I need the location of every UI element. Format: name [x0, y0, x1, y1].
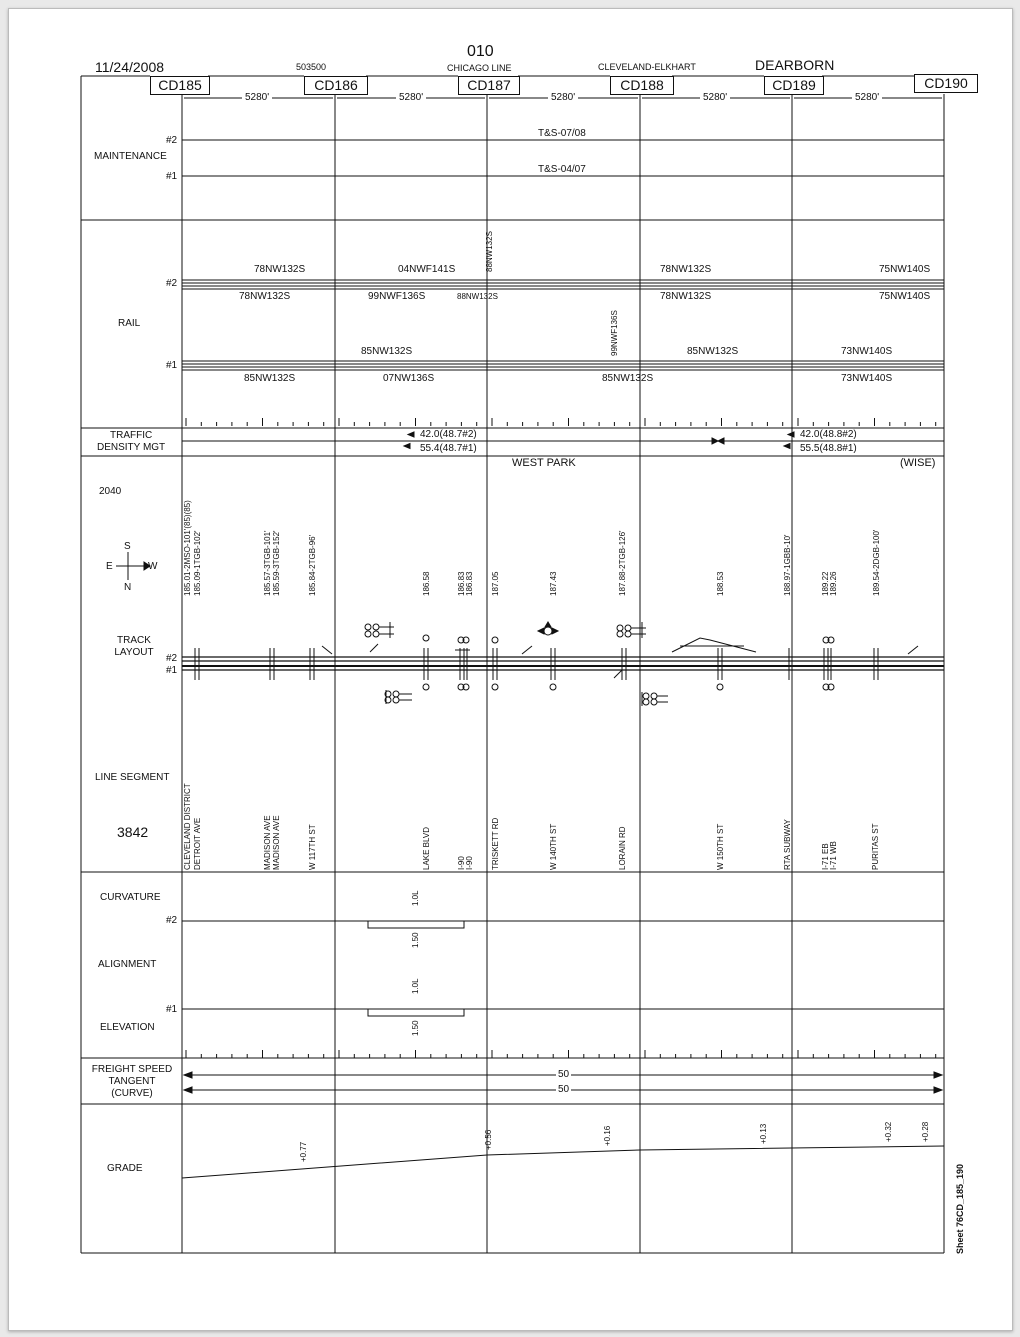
- rail-spec-vertical: 88NW132S: [485, 231, 494, 272]
- sheet-id: Sheet 76CD_185_190: [955, 1163, 965, 1254]
- mp-feature-label: 189.54-2DGB-100': [872, 529, 881, 596]
- milepost-box: CD190: [914, 74, 978, 93]
- station-label: (WISE): [900, 457, 936, 469]
- division-name: CLEVELAND-ELKHART: [598, 62, 696, 72]
- station-label: WEST PARK: [512, 457, 576, 469]
- street-label: PURITAS ST: [871, 823, 880, 870]
- maintenance-entry: T&S-07/08: [538, 128, 586, 139]
- speed-label-3: (CURVE): [111, 1088, 153, 1099]
- traffic-value: 55.5(48.8#1): [800, 443, 857, 454]
- milepost-box: CD188: [610, 76, 674, 95]
- track-1-label: #1: [166, 360, 178, 371]
- elevation-label: ELEVATION: [100, 1022, 155, 1033]
- grade-label: GRADE: [107, 1163, 143, 1174]
- speed-label-1: FREIGHT SPEED: [91, 1064, 173, 1075]
- street-label: I-90: [465, 856, 474, 870]
- compass-n: N: [124, 582, 132, 593]
- curve-degree: 1.0L: [411, 978, 420, 994]
- mp-feature-label: 185.84-2TGB-96': [308, 534, 317, 596]
- milepost-box: CD189: [764, 76, 824, 95]
- rail-spec: 78NW132S: [254, 264, 306, 275]
- mp-feature-label: 187.43: [549, 571, 558, 596]
- rail-spec: 73NW140S: [841, 346, 893, 357]
- street-label: MADISON AVE: [272, 815, 281, 870]
- track-2-label: #2: [166, 653, 178, 664]
- street-label: DETROIT AVE: [193, 817, 202, 870]
- subdivision-name: DEARBORN: [755, 57, 835, 73]
- traffic-label: TRAFFIC: [110, 430, 153, 441]
- mp-feature-label: 189.26: [829, 571, 838, 596]
- track-layout-label-1: TRACK: [117, 635, 151, 646]
- mp-feature-label: 187.88-2TGB-126': [618, 530, 627, 596]
- mp-feature-label: 185.57-3TGB-101': [263, 530, 272, 596]
- compass-w: W: [148, 561, 158, 572]
- street-label: MADISON AVE: [263, 815, 272, 870]
- traffic-value: 42.0(48.8#2): [800, 429, 857, 440]
- rail-spec: 04NWF141S: [398, 264, 456, 275]
- mp-feature-label: 185.09-1TGB-102': [193, 530, 202, 596]
- maintenance-entry: T&S-04/07: [538, 164, 586, 175]
- line-segment-number: 3842: [117, 824, 149, 840]
- grade-value: +0.77: [299, 1141, 308, 1162]
- grade-value: +0.56: [484, 1129, 493, 1150]
- rail-spec-vertical: 99NWF136S: [610, 310, 619, 356]
- track-2-label: #2: [166, 278, 178, 289]
- freight-speed-label: [82, 1064, 182, 1100]
- distance-label: 5280': [396, 93, 426, 103]
- track-layout-label-2: LAYOUT: [114, 647, 154, 658]
- grade-value: +0.16: [603, 1125, 612, 1146]
- street-label: LAKE BLVD: [422, 827, 431, 870]
- rail-spec: 78NW132S: [239, 291, 291, 302]
- grade-value: +0.28: [921, 1121, 930, 1142]
- curvature-label: CURVATURE: [100, 892, 161, 903]
- grade-value: +0.32: [884, 1121, 893, 1142]
- rail-spec: 78NW132S: [660, 264, 712, 275]
- line-number: 010: [467, 43, 494, 60]
- street-label: I-71 WB: [829, 841, 838, 870]
- rail-spec: 85NW132S: [244, 373, 296, 384]
- compass-e: E: [106, 561, 113, 572]
- speed-label-2: TANGENT: [108, 1076, 156, 1087]
- street-label: W 150TH ST: [716, 823, 725, 870]
- rail-spec: 85NW132S: [687, 346, 739, 357]
- rail-spec: 78NW132S: [660, 291, 712, 302]
- line-name: CHICAGO LINE: [447, 63, 512, 73]
- street-label: W 140TH ST: [549, 823, 558, 870]
- chart-date: 11/24/2008: [95, 59, 165, 75]
- curve-length: 1.50: [411, 1020, 420, 1036]
- street-label: W 117TH ST: [308, 824, 317, 870]
- mp-feature-label: 187.05: [491, 571, 500, 596]
- curve-degree: 1.0L: [411, 890, 420, 906]
- street-label: RTA SUBWAY: [783, 819, 792, 870]
- track-layout-label: [104, 635, 164, 659]
- year-label: 2040: [99, 486, 122, 497]
- track-2-label: #2: [166, 915, 178, 926]
- mp-feature-label: 188.53: [716, 571, 725, 596]
- rail-spec: 75NW140S: [879, 291, 931, 302]
- speed-tangent: 50: [558, 1069, 570, 1080]
- milepost-box: CD185: [150, 76, 210, 95]
- track-1-label: #1: [166, 1004, 178, 1015]
- traffic-value: 42.0(48.7#2): [420, 429, 477, 440]
- mp-feature-label: 186.83: [457, 571, 466, 596]
- maintenance-label: MAINTENANCE: [94, 151, 167, 162]
- track-2-label: #2: [166, 135, 178, 146]
- rail-spec: 88NW132S: [457, 292, 498, 301]
- street-label: I-71 EB: [821, 843, 830, 870]
- street-label: LORAIN RD: [618, 826, 627, 870]
- rail-label: RAIL: [118, 318, 141, 329]
- rail-spec: 85NW132S: [602, 373, 654, 384]
- street-label: I-90: [457, 856, 466, 870]
- track-1-label: #1: [166, 665, 178, 676]
- alignment-label: ALIGNMENT: [98, 959, 157, 970]
- mp-feature-label: 185.01-2MSO-101'(85)(85): [183, 500, 192, 596]
- distance-label: 5280': [548, 93, 578, 103]
- track-1-label: #1: [166, 171, 178, 182]
- milepost-box: CD186: [304, 76, 368, 95]
- curve-length: 1.50: [411, 932, 420, 948]
- distance-label: 5280': [852, 93, 882, 103]
- rail-spec: 75NW140S: [879, 264, 931, 275]
- mp-feature-label: 189.22: [821, 571, 830, 596]
- speed-curve: 50: [558, 1084, 570, 1095]
- mp-feature-label: 186.83: [465, 571, 474, 596]
- grade-value: +0.13: [759, 1123, 768, 1144]
- line-segment-label: LINE SEGMENT: [95, 772, 170, 783]
- mp-feature-label: 185.59-3TGB-152': [272, 530, 281, 596]
- distance-label: 5280': [242, 93, 272, 103]
- traffic-label: DENSITY MGT: [97, 442, 166, 453]
- traffic-value: 55.4(48.7#1): [420, 443, 477, 454]
- header-code: 503500: [296, 62, 327, 72]
- rail-spec: 99NWF136S: [368, 291, 426, 302]
- mp-feature-label: 188.97-1GBB-10': [783, 534, 792, 596]
- compass-s: S: [124, 541, 131, 552]
- rail-spec: 85NW132S: [361, 346, 413, 357]
- street-label: CLEVELAND DISTRICT: [183, 783, 192, 870]
- rail-spec: 73NW140S: [841, 373, 893, 384]
- distance-label: 5280': [700, 93, 730, 103]
- street-label: TRISKETT RD: [491, 817, 500, 870]
- rail-spec: 07NW136S: [383, 373, 435, 384]
- mp-feature-label: 186.58: [422, 571, 431, 596]
- milepost-box: CD187: [458, 76, 520, 95]
